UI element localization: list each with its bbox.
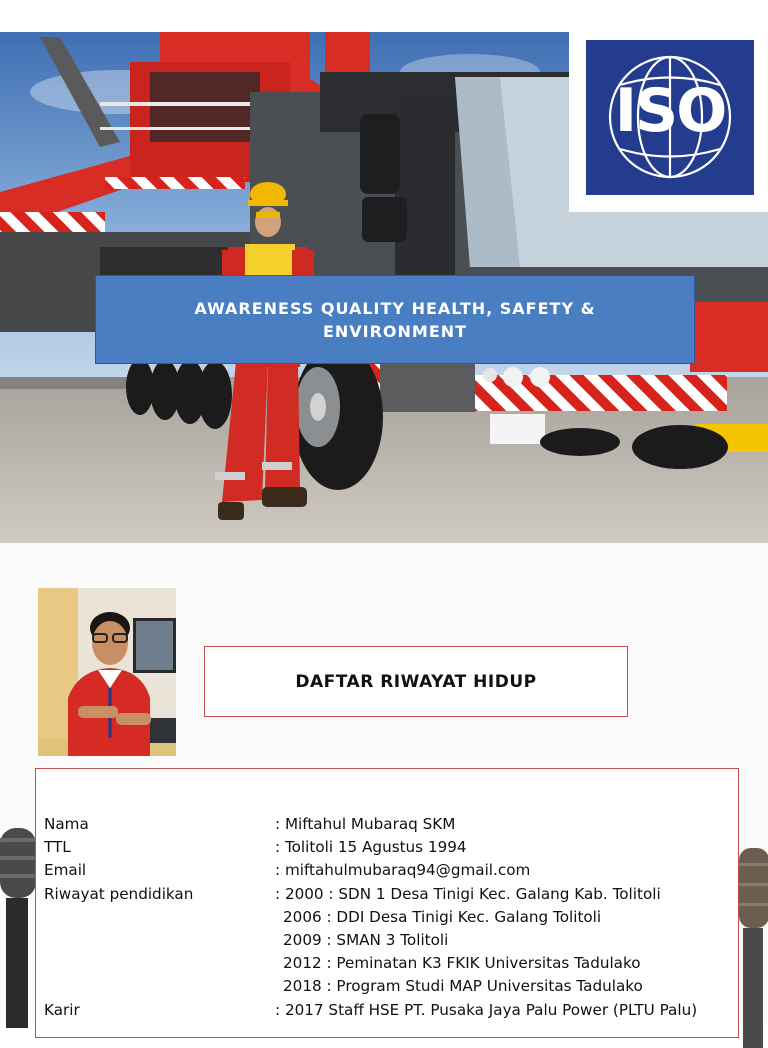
info-row-pendidikan <box>44 883 734 906</box>
row-label: Nama <box>44 815 89 833</box>
row-value: 2012 : Peminatan K3 FKIK Universitas Tadulako <box>283 954 641 973</box>
cv-heading-box <box>204 646 628 717</box>
row-value: 2006 : DDI Desa Tinigi Kec. Galang Tolitoli <box>283 907 602 926</box>
info-row-nama <box>44 813 734 836</box>
row-label: TTL <box>44 838 71 857</box>
info-row-pendidikan-2009 <box>44 929 734 952</box>
person-avatar <box>38 588 176 756</box>
microphone-icon <box>0 828 40 1028</box>
title-slide <box>0 32 768 543</box>
info-row-email <box>44 859 734 882</box>
cv-slide <box>0 543 768 1024</box>
row-value: : Tolitoli 15 Agustus 1994 <box>275 838 467 857</box>
row-value: : miftahulmubaraq94@gmail.com <box>275 861 531 880</box>
row-value: 2009 : SMAN 3 Tolitoli <box>283 931 449 950</box>
row-value: : 2017 Staff HSE PT. Pusaka Jaya Palu Power (PLTU Palu) <box>275 1000 698 1019</box>
iso-logo-text: ISO <box>614 76 726 146</box>
row-label <box>44 975 275 998</box>
cv-info-box <box>35 768 739 1038</box>
title-banner <box>95 275 695 364</box>
info-row-pendidikan-2006 <box>44 906 734 929</box>
row-label <box>44 906 275 929</box>
iso-logo <box>586 40 754 195</box>
row-label <box>44 929 275 952</box>
info-row-ttl <box>44 836 734 859</box>
microphone-icon <box>739 848 768 1048</box>
presentation-title: AWARENESS QUALITY HEALTH, SAFETY & ENVIRONMENT <box>194 298 596 341</box>
row-label <box>44 952 275 975</box>
row-value: : Miftahul Mubaraq SKM <box>275 815 456 833</box>
cv-heading: DAFTAR RIWAYAT HIDUP <box>295 671 537 692</box>
profile-photo <box>38 588 176 756</box>
row-label: Riwayat pendidikan <box>44 884 194 903</box>
info-row-karir <box>44 999 734 1022</box>
row-value: : 2000 : SDN 1 Desa Tinigi Kec. Galang Kab. Tolitoli <box>275 884 661 903</box>
iso-logo-frame <box>569 32 768 212</box>
info-row-pendidikan-2012 <box>44 952 734 975</box>
info-row-pendidikan-2018 <box>44 975 734 998</box>
row-value: 2018 : Program Studi MAP Universitas Tadulako <box>283 977 643 996</box>
row-label: Karir <box>44 1000 80 1019</box>
row-label: Email <box>44 861 87 880</box>
cv-info-list <box>44 813 734 1022</box>
